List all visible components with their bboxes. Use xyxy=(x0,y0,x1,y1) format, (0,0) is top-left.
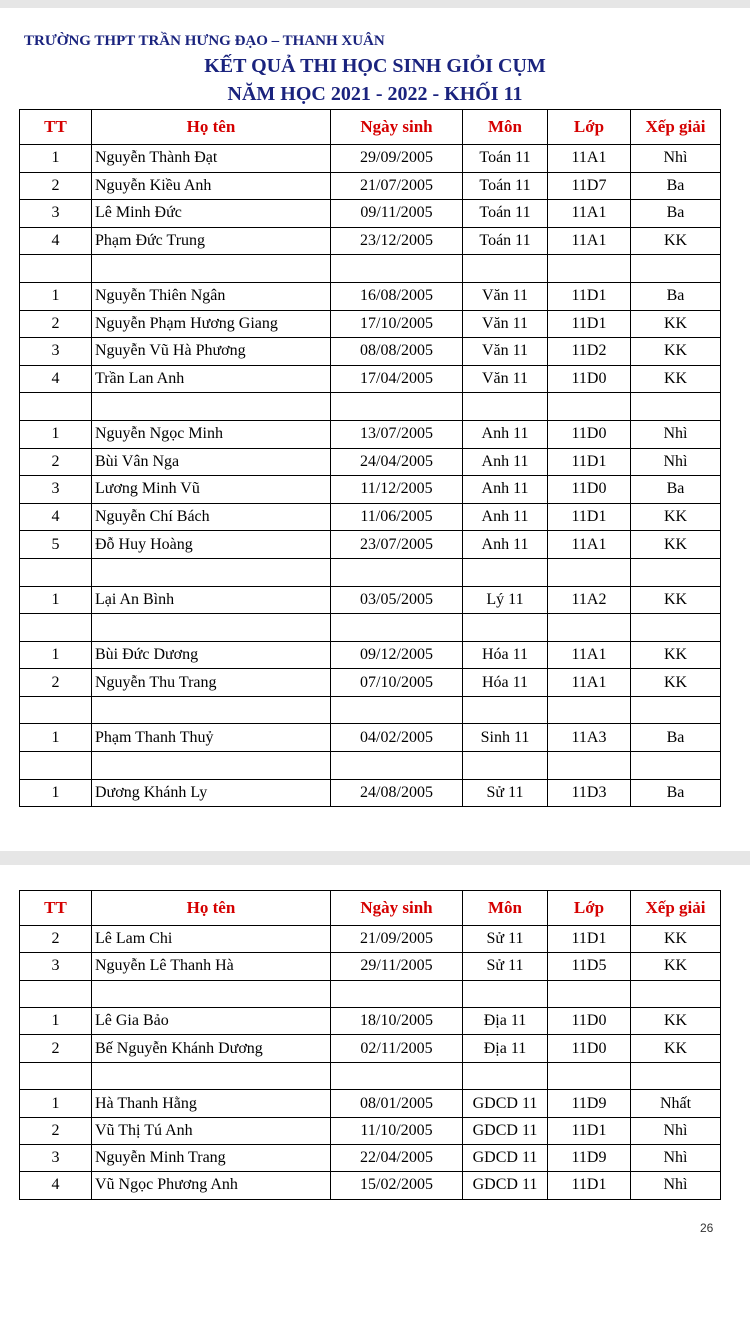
column-header-class: Lớp xyxy=(548,110,631,145)
empty-cell xyxy=(92,752,331,780)
cell-tt: 4 xyxy=(20,1172,92,1199)
cell-dob: 18/10/2005 xyxy=(331,1008,463,1035)
cell-award: Nhì xyxy=(631,420,721,448)
cell-name: Bế Nguyễn Khánh Dương xyxy=(92,1035,331,1062)
empty-cell xyxy=(631,393,721,421)
cell-name: Vũ Ngọc Phương Anh xyxy=(92,1172,331,1199)
cell-award: KK xyxy=(631,365,721,393)
empty-cell xyxy=(20,614,92,642)
column-header-tt: TT xyxy=(20,891,92,926)
cell-dob: 09/12/2005 xyxy=(331,641,463,669)
cell-dob: 04/02/2005 xyxy=(331,724,463,752)
empty-cell xyxy=(631,1062,721,1090)
cell-name: Nguyễn Chí Bách xyxy=(92,503,331,531)
cell-award: Ba xyxy=(631,172,721,200)
cell-dob: 09/11/2005 xyxy=(331,200,463,228)
cell-tt: 2 xyxy=(20,172,92,200)
empty-cell xyxy=(548,255,631,283)
cell-class: 11D0 xyxy=(548,1008,631,1035)
empty-cell xyxy=(20,393,92,421)
cell-award: Nhì xyxy=(631,448,721,476)
cell-class: 11D1 xyxy=(548,448,631,476)
table-row xyxy=(20,586,721,614)
empty-cell xyxy=(631,980,721,1008)
cell-tt: 1 xyxy=(20,282,92,310)
cell-award: Ba xyxy=(631,282,721,310)
cell-award: KK xyxy=(631,586,721,614)
cell-class: 11D1 xyxy=(548,503,631,531)
cell-class: 11D0 xyxy=(548,365,631,393)
cell-class: 11D0 xyxy=(548,1035,631,1062)
cell-class: 11A1 xyxy=(548,531,631,559)
page-number: 26 xyxy=(700,1221,714,1235)
document-title: KẾT QUẢ THI HỌC SINH GIỎI CỤM xyxy=(204,55,546,77)
cell-award: Nhất xyxy=(631,1090,721,1117)
cell-name: Trần Lan Anh xyxy=(92,365,331,393)
empty-cell xyxy=(463,1062,548,1090)
column-header-award: Xếp giải xyxy=(631,110,721,145)
cell-class: 11D3 xyxy=(548,779,631,807)
cell-award: Ba xyxy=(631,779,721,807)
cell-subject: Toán 11 xyxy=(463,172,548,200)
empty-cell xyxy=(463,752,548,780)
cell-subject: Văn 11 xyxy=(463,282,548,310)
cell-subject: Toán 11 xyxy=(463,200,548,228)
document-subtitle: NĂM HỌC 2021 - 2022 - KHỐI 11 xyxy=(227,83,523,105)
cell-dob: 11/06/2005 xyxy=(331,503,463,531)
group-separator-row xyxy=(20,393,721,421)
cell-subject: Anh 11 xyxy=(463,448,548,476)
cell-class: 11D1 xyxy=(548,1117,631,1144)
cell-dob: 29/11/2005 xyxy=(331,953,463,980)
cell-tt: 2 xyxy=(20,926,92,953)
group-separator-row xyxy=(20,558,721,586)
cell-subject: Sử 11 xyxy=(463,953,548,980)
cell-name: Dương Khánh Ly xyxy=(92,779,331,807)
cell-class: 11A1 xyxy=(548,145,631,173)
cell-name: Phạm Đức Trung xyxy=(92,227,331,255)
empty-cell xyxy=(463,980,548,1008)
table-row xyxy=(20,310,721,338)
cell-tt: 2 xyxy=(20,1035,92,1062)
table-header-row xyxy=(20,110,721,145)
empty-cell xyxy=(463,558,548,586)
table-row xyxy=(20,531,721,559)
table-row xyxy=(20,420,721,448)
group-separator-row xyxy=(20,980,721,1008)
cell-dob: 24/08/2005 xyxy=(331,779,463,807)
cell-dob: 02/11/2005 xyxy=(331,1035,463,1062)
cell-tt: 3 xyxy=(20,953,92,980)
table-row xyxy=(20,365,721,393)
cell-dob: 03/05/2005 xyxy=(331,586,463,614)
cell-class: 11A1 xyxy=(548,669,631,697)
empty-cell xyxy=(92,393,331,421)
top-page-gap xyxy=(0,0,750,8)
column-header-dob: Ngày sinh xyxy=(331,110,463,145)
cell-award: KK xyxy=(631,531,721,559)
empty-cell xyxy=(331,752,463,780)
cell-dob: 23/12/2005 xyxy=(331,227,463,255)
table-row xyxy=(20,1172,721,1199)
cell-tt: 2 xyxy=(20,448,92,476)
empty-cell xyxy=(92,558,331,586)
cell-name: Nguyễn Thiên Ngân xyxy=(92,282,331,310)
empty-cell xyxy=(463,393,548,421)
cell-class: 11D1 xyxy=(548,926,631,953)
cell-award: KK xyxy=(631,503,721,531)
table-row xyxy=(20,200,721,228)
cell-subject: GDCD 11 xyxy=(463,1172,548,1199)
cell-tt: 1 xyxy=(20,145,92,173)
cell-class: 11D7 xyxy=(548,172,631,200)
cell-class: 11A2 xyxy=(548,586,631,614)
cell-subject: Sử 11 xyxy=(463,926,548,953)
cell-award: KK xyxy=(631,953,721,980)
empty-cell xyxy=(463,696,548,724)
results-table-page-2 xyxy=(19,890,721,1200)
cell-award: KK xyxy=(631,1008,721,1035)
empty-cell xyxy=(631,558,721,586)
cell-award: KK xyxy=(631,1035,721,1062)
cell-tt: 1 xyxy=(20,1090,92,1117)
empty-cell xyxy=(331,980,463,1008)
empty-cell xyxy=(463,614,548,642)
table-row xyxy=(20,641,721,669)
empty-cell xyxy=(548,696,631,724)
cell-name: Nguyễn Vũ Hà Phương xyxy=(92,338,331,366)
page-separator xyxy=(0,851,750,865)
empty-cell xyxy=(631,696,721,724)
cell-dob: 23/07/2005 xyxy=(331,531,463,559)
cell-tt: 4 xyxy=(20,365,92,393)
empty-cell xyxy=(548,752,631,780)
cell-dob: 22/04/2005 xyxy=(331,1144,463,1171)
cell-name: Nguyễn Ngọc Minh xyxy=(92,420,331,448)
cell-tt: 1 xyxy=(20,586,92,614)
table-row xyxy=(20,1035,721,1062)
table-row xyxy=(20,724,721,752)
results-table-page-1 xyxy=(19,109,721,807)
cell-name: Phạm Thanh Thuỷ xyxy=(92,724,331,752)
cell-subject: GDCD 11 xyxy=(463,1090,548,1117)
cell-dob: 07/10/2005 xyxy=(331,669,463,697)
cell-dob: 11/10/2005 xyxy=(331,1117,463,1144)
empty-cell xyxy=(92,614,331,642)
table-row xyxy=(20,926,721,953)
cell-class: 11A3 xyxy=(548,724,631,752)
cell-tt: 1 xyxy=(20,641,92,669)
empty-cell xyxy=(548,558,631,586)
table-row xyxy=(20,476,721,504)
group-separator-row xyxy=(20,1062,721,1090)
cell-class: 11A1 xyxy=(548,641,631,669)
group-separator-row xyxy=(20,255,721,283)
cell-name: Lương Minh Vũ xyxy=(92,476,331,504)
empty-cell xyxy=(463,255,548,283)
cell-dob: 21/09/2005 xyxy=(331,926,463,953)
cell-tt: 3 xyxy=(20,200,92,228)
cell-award: Ba xyxy=(631,200,721,228)
cell-subject: Địa 11 xyxy=(463,1035,548,1062)
table-row xyxy=(20,503,721,531)
empty-cell xyxy=(548,1062,631,1090)
cell-name: Vũ Thị Tú Anh xyxy=(92,1117,331,1144)
cell-name: Nguyễn Lê Thanh Hà xyxy=(92,953,331,980)
empty-cell xyxy=(20,558,92,586)
table-row xyxy=(20,338,721,366)
cell-class: 11D9 xyxy=(548,1090,631,1117)
cell-award: KK xyxy=(631,338,721,366)
cell-award: Nhì xyxy=(631,1117,721,1144)
cell-subject: Toán 11 xyxy=(463,145,548,173)
cell-dob: 24/04/2005 xyxy=(331,448,463,476)
cell-dob: 21/07/2005 xyxy=(331,172,463,200)
cell-subject: Sử 11 xyxy=(463,779,548,807)
cell-award: KK xyxy=(631,641,721,669)
cell-class: 11D0 xyxy=(548,476,631,504)
cell-tt: 4 xyxy=(20,503,92,531)
cell-award: Nhì xyxy=(631,145,721,173)
cell-award: KK xyxy=(631,227,721,255)
empty-cell xyxy=(548,614,631,642)
cell-award: Nhì xyxy=(631,1144,721,1171)
group-separator-row xyxy=(20,614,721,642)
cell-name: Lê Gia Bảo xyxy=(92,1008,331,1035)
cell-class: 11A1 xyxy=(548,227,631,255)
empty-cell xyxy=(20,980,92,1008)
cell-subject: Địa 11 xyxy=(463,1008,548,1035)
cell-subject: Lý 11 xyxy=(463,586,548,614)
empty-cell xyxy=(92,980,331,1008)
cell-tt: 3 xyxy=(20,338,92,366)
empty-cell xyxy=(331,696,463,724)
cell-class: 11D9 xyxy=(548,1144,631,1171)
cell-name: Lê Lam Chi xyxy=(92,926,331,953)
table-row xyxy=(20,1144,721,1171)
cell-name: Nguyễn Phạm Hương Giang xyxy=(92,310,331,338)
cell-subject: Anh 11 xyxy=(463,476,548,504)
school-name: TRƯỜNG THPT TRẦN HƯNG ĐẠO – THANH XUÂN xyxy=(24,33,385,49)
cell-subject: Sinh 11 xyxy=(463,724,548,752)
table-row xyxy=(20,1090,721,1117)
table-row xyxy=(20,448,721,476)
empty-cell xyxy=(548,393,631,421)
empty-cell xyxy=(331,393,463,421)
cell-name: Bùi Đức Dương xyxy=(92,641,331,669)
cell-dob: 16/08/2005 xyxy=(331,282,463,310)
empty-cell xyxy=(331,558,463,586)
cell-tt: 1 xyxy=(20,420,92,448)
empty-cell xyxy=(92,255,331,283)
empty-cell xyxy=(331,255,463,283)
cell-subject: Hóa 11 xyxy=(463,641,548,669)
cell-award: KK xyxy=(631,669,721,697)
cell-subject: Hóa 11 xyxy=(463,669,548,697)
cell-subject: GDCD 11 xyxy=(463,1144,548,1171)
empty-cell xyxy=(92,1062,331,1090)
column-header-class: Lớp xyxy=(548,891,631,926)
table-row xyxy=(20,669,721,697)
column-header-tt: TT xyxy=(20,110,92,145)
table-header-row xyxy=(20,891,721,926)
cell-tt: 1 xyxy=(20,1008,92,1035)
cell-tt: 1 xyxy=(20,779,92,807)
cell-class: 11D1 xyxy=(548,310,631,338)
cell-subject: Văn 11 xyxy=(463,365,548,393)
table-row xyxy=(20,953,721,980)
cell-dob: 08/01/2005 xyxy=(331,1090,463,1117)
cell-subject: Anh 11 xyxy=(463,420,548,448)
cell-dob: 17/04/2005 xyxy=(331,365,463,393)
cell-class: 11D5 xyxy=(548,953,631,980)
cell-dob: 15/02/2005 xyxy=(331,1172,463,1199)
cell-dob: 08/08/2005 xyxy=(331,338,463,366)
column-header-dob: Ngày sinh xyxy=(331,891,463,926)
cell-name: Đỗ Huy Hoàng xyxy=(92,531,331,559)
cell-tt: 2 xyxy=(20,310,92,338)
cell-subject: Văn 11 xyxy=(463,338,548,366)
empty-cell xyxy=(631,752,721,780)
cell-tt: 3 xyxy=(20,1144,92,1171)
cell-tt: 5 xyxy=(20,531,92,559)
empty-cell xyxy=(548,980,631,1008)
cell-award: Nhì xyxy=(631,1172,721,1199)
cell-tt: 4 xyxy=(20,227,92,255)
table-row xyxy=(20,1008,721,1035)
cell-dob: 11/12/2005 xyxy=(331,476,463,504)
table-row xyxy=(20,1117,721,1144)
cell-award: KK xyxy=(631,926,721,953)
group-separator-row xyxy=(20,696,721,724)
table-row xyxy=(20,145,721,173)
empty-cell xyxy=(631,614,721,642)
cell-name: Hà Thanh Hằng xyxy=(92,1090,331,1117)
column-header-subject: Môn xyxy=(463,110,548,145)
empty-cell xyxy=(20,696,92,724)
column-header-award: Xếp giải xyxy=(631,891,721,926)
column-header-name: Họ tên xyxy=(92,110,331,145)
cell-class: 11A1 xyxy=(548,200,631,228)
cell-subject: Anh 11 xyxy=(463,531,548,559)
cell-tt: 1 xyxy=(20,724,92,752)
table-row xyxy=(20,779,721,807)
cell-name: Lê Minh Đức xyxy=(92,200,331,228)
cell-subject: Anh 11 xyxy=(463,503,548,531)
cell-class: 11D0 xyxy=(548,420,631,448)
cell-tt: 2 xyxy=(20,669,92,697)
empty-cell xyxy=(20,752,92,780)
empty-cell xyxy=(631,255,721,283)
cell-name: Nguyễn Thành Đạt xyxy=(92,145,331,173)
group-separator-row xyxy=(20,752,721,780)
empty-cell xyxy=(20,1062,92,1090)
cell-subject: Toán 11 xyxy=(463,227,548,255)
cell-name: Lại An Bình xyxy=(92,586,331,614)
empty-cell xyxy=(331,1062,463,1090)
cell-subject: Văn 11 xyxy=(463,310,548,338)
empty-cell xyxy=(331,614,463,642)
cell-class: 11D1 xyxy=(548,1172,631,1199)
cell-name: Nguyễn Thu Trang xyxy=(92,669,331,697)
empty-cell xyxy=(20,255,92,283)
cell-tt: 3 xyxy=(20,476,92,504)
column-header-subject: Môn xyxy=(463,891,548,926)
cell-dob: 17/10/2005 xyxy=(331,310,463,338)
table-row xyxy=(20,172,721,200)
table-row xyxy=(20,227,721,255)
cell-class: 11D2 xyxy=(548,338,631,366)
column-header-name: Họ tên xyxy=(92,891,331,926)
table-row xyxy=(20,282,721,310)
cell-tt: 2 xyxy=(20,1117,92,1144)
cell-subject: GDCD 11 xyxy=(463,1117,548,1144)
empty-cell xyxy=(92,696,331,724)
cell-class: 11D1 xyxy=(548,282,631,310)
cell-dob: 13/07/2005 xyxy=(331,420,463,448)
cell-award: KK xyxy=(631,310,721,338)
cell-award: Ba xyxy=(631,724,721,752)
cell-dob: 29/09/2005 xyxy=(331,145,463,173)
cell-name: Nguyễn Kiều Anh xyxy=(92,172,331,200)
cell-name: Bùi Vân Nga xyxy=(92,448,331,476)
cell-award: Ba xyxy=(631,476,721,504)
cell-name: Nguyễn Minh Trang xyxy=(92,1144,331,1171)
